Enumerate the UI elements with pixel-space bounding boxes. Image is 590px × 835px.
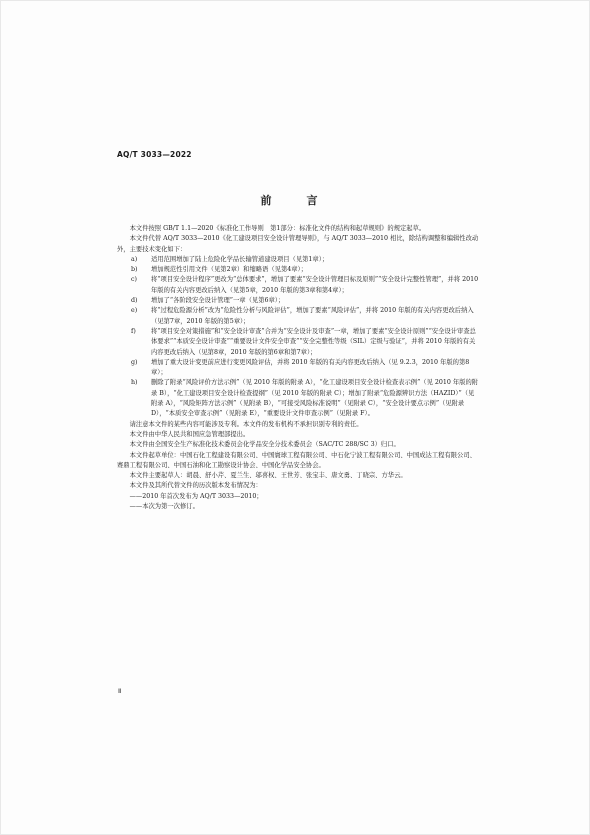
list-marker: g) (131, 358, 138, 366)
history-item: ——本次为第一次修订。 (129, 503, 199, 511)
list-text: 删除了附录“风险评价方法示例”（见 2010 年版的附录 A），“化工建设项目安全设计检查表示例”（见 2010 年版的附录 B），“化工建设项目安全设计检查提纲”（见 2010 年版的附录 C）；增加了附录“危险源辨识方法（HAZID）”（见附录 A），“风险矩阵方法示例”（见附录 B），“可接受风险标准说明”（见附录 C），“安全设计要点示例”（见附录 D），“本质安全审查示例”（见附录 E），“重要设计文件审查示例”（见附录 F）。 (151, 379, 479, 418)
list-item (117, 296, 479, 306)
list-text: 增加了“各阶段安全设计管理”一章（见第6章）； (151, 297, 285, 305)
list-item (117, 378, 479, 419)
intro-paragraph: 本文件代替 AQ/T 3033—2010《化工建设项目安全设计管理导则》，与 AQ/T 3033—2010 相比，除结构调整和编辑性改动外，主要技术变化如下： (117, 235, 479, 253)
list-item (117, 358, 479, 379)
list-item (117, 306, 479, 327)
foreword-body (117, 224, 479, 512)
list-marker: d) (131, 297, 138, 305)
list-text: 将“项目安全设计程序”更改为“总体要求”，增加了要素“安全设计管理目标及原则”“安全设计完整性管理”，并将 2010 年版的有关内容更改后纳入（见第5章，2010 年版的第3章和第4章）； (151, 276, 479, 294)
note-paragraph: 本文件及其所代替文件的历次版本发布情况为： (129, 482, 262, 490)
history-item: ——2010 年首次发布为 AQ/T 3033—2010； (129, 492, 263, 500)
standard-number: AQ/T 3033—2022 (117, 150, 192, 159)
list-text: 将“项目安全对策措施”和“安全设计审查”合并为“安全设计及审查”一章，增加了要素“安全设计原则”“安全设计审查总体要求”“本质安全设计审查”“重要设计文件安全审查”“安全完整性等级（SIL）定级与验证”，并将 2010 年版的有关内容更改后纳入（见第8章，2010 年版的第6章和第7章）； (151, 327, 476, 356)
list-text: 增加规范性引用文件（见第2章）和缩略语（见第4章）； (151, 266, 307, 274)
note-paragraph: 请注意本文件的某些内容可能涉及专利。本文件的发布机构不承担识别专利的责任。 (129, 420, 363, 428)
list-item (117, 327, 479, 358)
list-item (117, 265, 479, 275)
list-item (117, 275, 479, 296)
changes-list (117, 255, 479, 420)
page-number: Ⅱ (118, 687, 122, 695)
note-paragraph: 本文件由中华人民共和国应急管理部提出。 (129, 430, 250, 438)
intro-paragraph: 本文件按照 GB/T 1.1—2020《标准化工作导则 第1部分：标准化文件的结构和起草规则》的规定起草。 (129, 225, 426, 232)
list-marker: f) (131, 327, 136, 335)
list-marker: h) (131, 379, 138, 387)
list-text: 增加了重大设计变更前应进行变更风险评估，并将 2010 年版的有关内容更改后纳入（见 9.2.3，2010 年版的第8章）； (151, 358, 470, 377)
page-title: 前 言 (260, 194, 330, 207)
note-paragraph: 本文件由全国安全生产标准化技术委员会化学品安全分技术委员会（SAC/TC 288/SC 3）归口。 (129, 441, 400, 449)
list-text: 适用范围增加了陆上危险化学品长输管道建设项目（见第1章）； (151, 255, 329, 263)
list-marker: a) (131, 255, 138, 263)
list-item (117, 255, 479, 265)
list-marker: b) (131, 266, 138, 274)
list-text: 将“过程危险源分析”改为“危险性分析与风险评估”，增加了要素“风险评估”，并将 2010 年版的有关内容更改后纳入（见第7章，2010 年版的第5章）； (151, 307, 474, 325)
list-marker: e) (131, 307, 138, 315)
note-paragraph: 本文件主要起草人：胡晨、舒小芹、夏兰生、邬喜权、王世芳、张宝丰、唐文勇、丁晓宗、方华云。 (129, 472, 407, 480)
list-marker: c) (131, 276, 137, 284)
note-paragraph: 本文件起草单位：中国石化工程建设有限公司、中国寰球工程有限公司、中石化宁波工程有限公司、中国成达工程有限公司、赛鼎工程有限公司、中国石油和化工勘察设计协会、中国化学品安全协会。 (117, 451, 476, 469)
